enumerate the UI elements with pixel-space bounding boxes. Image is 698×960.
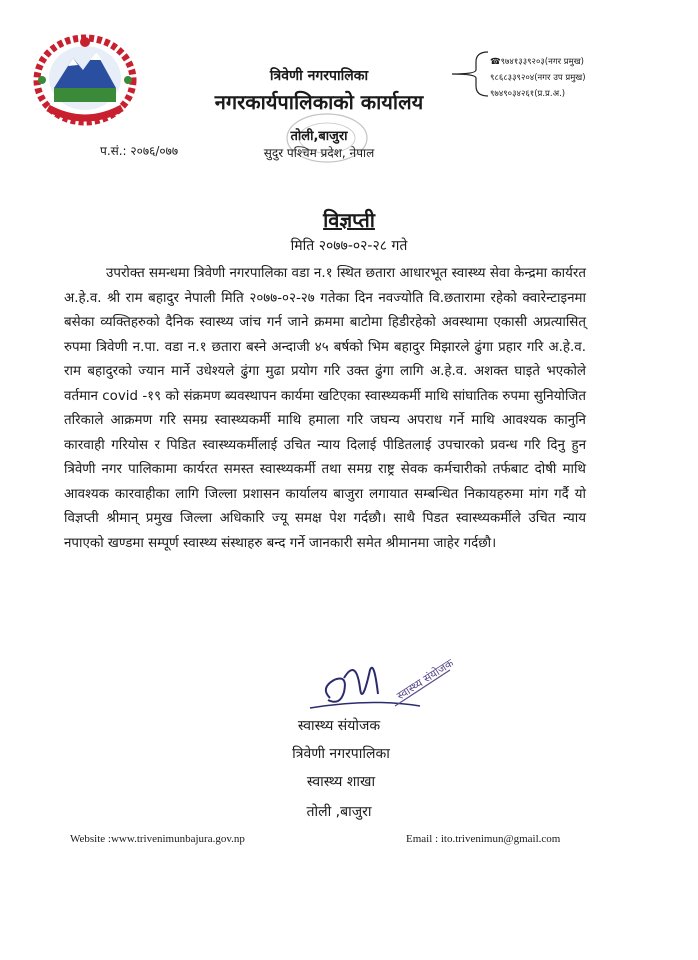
office-place: तोली,बाजुरा: [290, 129, 348, 144]
notice-body: [64, 262, 586, 556]
office-title: नगरकार्यपालिकाको कार्यालय: [214, 90, 424, 114]
phone-mayor: ☎९७४१३३९२०३(नगर प्रमुख): [490, 57, 584, 67]
signatory-branch: स्वास्थ्य शाखा: [306, 774, 376, 790]
signatory-title: स्वास्थ्य संयोजक: [297, 718, 381, 734]
phone-brace-icon: [450, 48, 490, 98]
office-region: सुदुर पश्चिम प्रदेश, नेपाल: [263, 146, 375, 160]
notice-date: मिति २०७७-०२-२८ गते: [290, 238, 408, 254]
notice-paragraph: उपरोक्त समन्धमा त्रिवेणी नगरपालिका वडा न.१ स्थित छतारा आधारभूत स्वास्थ्य सेवा केन्द्रमा कार्यरत अ.हे.व. श्री राम बहादुर नेपाली मिति २०७७-०२-२७ गतेका दिन नवज्योति वि.छतारामा रहेको क्वारेन्टाइनमा बसेका व्यक्तिहरुको दैनिक स्वास्थ्य जांच गर्न जाने क्रममा बाटोमा हिडीरहेको अवस्थामा एकासी अप्रत्यासित् रुपमा त्रिवेणी न.पा. वडा न.१ छतारा बस्ने अन्दाजी ४५ बर्षको भिम बहादुर मिझारले ढुंगा प्रहार गरि अ.हे.व. राम बहादुरको ज्यान मार्ने उधेश्यले ढुंगा मुढा प्रयोग गरि उक्त ढुंगा लागि अ.हे.व. अशक्त घाइते भएकोले वर्तमान covid -१९ को संक्रमण ब्यवस्थापन कार्यमा खटिएका स्वास्थ्यकर्मी माथि सांघातिक रुपमा सुनियोजित तरिकाले आक्रमण गरि समग्र स्वास्थ्यकर्मी माथि हमाला गरि जघन्य अपराध गर्ने माथि आवश्यक कानुनि कारवाही गरियोस र पिडित स्वास्थ्यकर्मीलाई उचित न्याय दिलाई पीडितलाई उपचारको प्रवन्ध गरि दिनु हुन त्रिवेणी नगर पालिकामा कार्यरत समस्त स्वास्थ्यकर्मी तथा समग्र राष्ट्र सेवक कर्मचारीको तर्फबाट दोषी माथि आवश्यक कारवाहीका लागि जिल्ला प्रशासन कार्यालय बाजुरा लगायात सम्बन्धित निकायहरुमा मांग गर्दै यो विज्ञप्ती श्रीमान् प्रमुख जिल्ला अधिकारि ज्यू समक्ष पेश गर्दछौ। साथै पिडत स्वास्थ्यकर्मीले उचित न्याय नपाएको खण्डमा सम्पूर्ण स्वास्थ्य संस्थाहरु बन्द गर्ने जानकारी समेत श्रीमानमा जाहेर गर्दछौ।: [64, 266, 586, 551]
phone-cao: ९७४९०३४२६१(प्र.प्र.अ.): [490, 89, 566, 99]
svg-text:स्वास्थ्य संयोजक: स्वास्थ्य संयोजक: [394, 656, 456, 703]
signatory-place: तोली ,बाजुरा: [306, 804, 372, 820]
signatory-organization: त्रिवेणी नगरपालिका: [292, 746, 390, 762]
footer-website: Website :www.trivenimunbajura.gov.np: [70, 833, 245, 845]
notice-title: विज्ञप्ती: [323, 208, 375, 232]
phone-deputy-mayor: ९८६८३३९२०४(नगर उप प्रमुख): [490, 73, 586, 83]
office-name: त्रिवेणी नगरपालिका: [269, 68, 369, 84]
footer-email: Email : ito.trivenimun@gmail.com: [406, 833, 561, 845]
reference-number: प.सं.: २०७६/०७७: [100, 144, 179, 158]
phone-numbers: [490, 54, 586, 102]
